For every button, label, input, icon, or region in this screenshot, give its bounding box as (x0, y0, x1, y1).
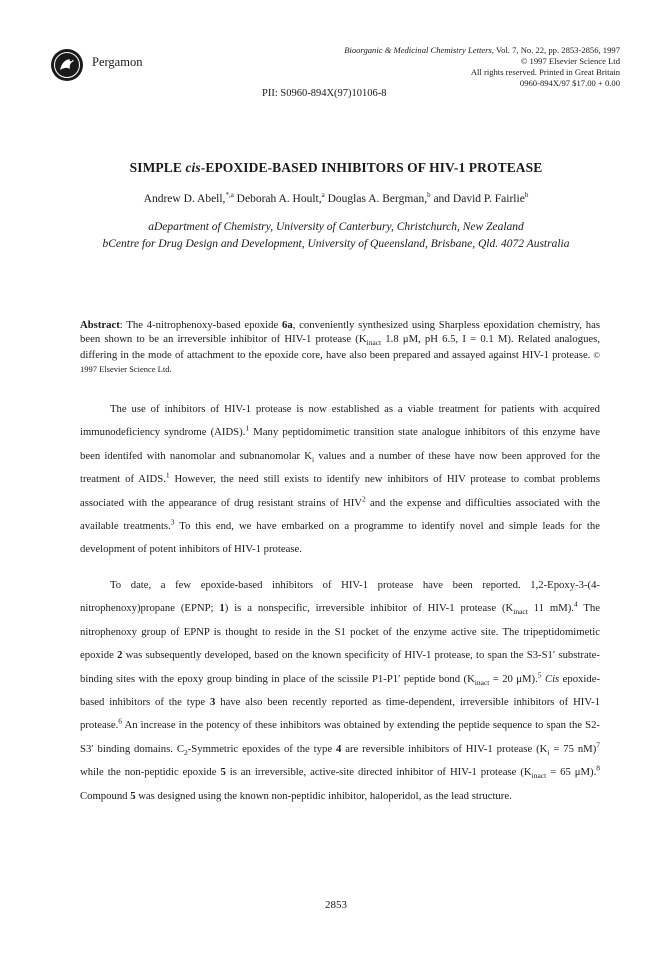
pergamon-logo-icon (50, 48, 84, 82)
journal-citation: Bioorganic & Medicinal Chemistry Letters, Vol. 7, No. 22, pp. 2853-2856, 1997 (344, 45, 620, 55)
affiliation-b: bCentre for Drug Design and Development, University of Queensland, Brisbane, Qld. 4072 Australia (102, 238, 570, 250)
rights-line: All rights reserved. Printed in Great Britain (470, 67, 620, 77)
publisher-name: Pergamon (92, 55, 143, 69)
journal-name: Bioorganic & Medicinal Chemistry Letters (344, 45, 492, 55)
pii-code: PII: S0960-894X(97)10106-8 (262, 88, 387, 99)
affiliation-a: aDepartment of Chemistry, University of Canterbury, Christchurch, New Zealand (148, 221, 524, 233)
copyright-line: © 1997 Elsevier Science Ltd (520, 56, 620, 66)
body-paragraph-2: To date, a few epoxide-based inhibitors of HIV-1 protease have been reported. 1,2-Epoxy-3-(4-nitrophenoxy)propane (EPNP; 1) is a nonspecific, irreversible inhibitor of HIV-1 protease ($K_{inact}$ 11 mM).$^4$ The nitrophenoxy group of EPNP is thought to reside in the S1 pocket of the enzyme active site. The tripeptidomimetic epoxide 2 was subsequently developed, based on the known specificity of HIV-1 protease, to span the S3-S1′ substrate-binding sites with the epoxy group binding in place of the scissile P1-P1′ peptide bond ($K_{inact} = 20$ μM).$^5$ Cis epoxide-based inhibitors of the type 3 have also been recently reported as time-dependent, irreversible inhibitors of HIV-1 protease.$^6$ An increase in the potency of these inhibitors was obtained by extending the peptide sequence to span the S2-S3′ binding domains. $C_2$-Symmetric epoxides of the type 4 are reversible inhibitors of HIV-1 protease ($K_i = 75$ nM)$^7$ while the non-peptidic epoxide 5 is an irreversible, active-site directed inhibitor of HIV-1 protease ($K_{inact} = 65$ μM).$^8$ Compound 5 was designed using the known non-peptidic inhibitor, haloperidol, as the lead structure. (80, 579, 600, 802)
abstract-label: Abstract (80, 319, 120, 331)
abstract: Abstract: The 4-nitrophenoxy-based epoxide 6a, conveniently synthesized using Sharpless epoxidation chemistry, has been shown to be an irreversible inhibitor of HIV-1 protease ($K_{inact}$ 1.8 μM, pH 6.5, I = 0.1 M). Related analogues, differing in the mode of attachment to the epoxide core, have also been prepared and assayed against HIV-1 protease. © 1997 Elsevier Science Ltd. (80, 319, 601, 374)
journal-info (344, 45, 620, 89)
page-number: 2853 (325, 899, 347, 911)
body-paragraph-1: The use of inhibitors of HIV-1 protease is now established as a viable treatment for patients with acquired immunodeficiency syndrome (AIDS).$^1$ Many peptidomimetic transition state analogue inhibitors of this enzyme have been identifed with nanomolar and subnanomolar $K_i$ values and a number of these have now been approved for the treatment of AIDS.$^1$ However, the need still exists to identify new inhibitors of HIV protease to combat problems associated with the appearance of drug resistant strains of HIV$^2$ and the expense and difficulties associated with the available treatments.$^3$ To this end, we have embarked on a programme to identify novel and simple leads for the development of potent inhibitors of HIV-1 protease. (80, 403, 601, 556)
paper-title: SIMPLE cis-EPOXIDE-BASED INHIBITORS OF HIV-1 PROTEASE (129, 160, 543, 175)
author-list: Andrew D. Abell,$^{*,a}$ Deborah A. Hoult,$^a$ Douglas A. Bergman,$^b$ and David P. Fairlie$^b$ (143, 191, 529, 205)
price-line: 0960-894X/97 $17.00 + 0.00 (519, 78, 620, 88)
